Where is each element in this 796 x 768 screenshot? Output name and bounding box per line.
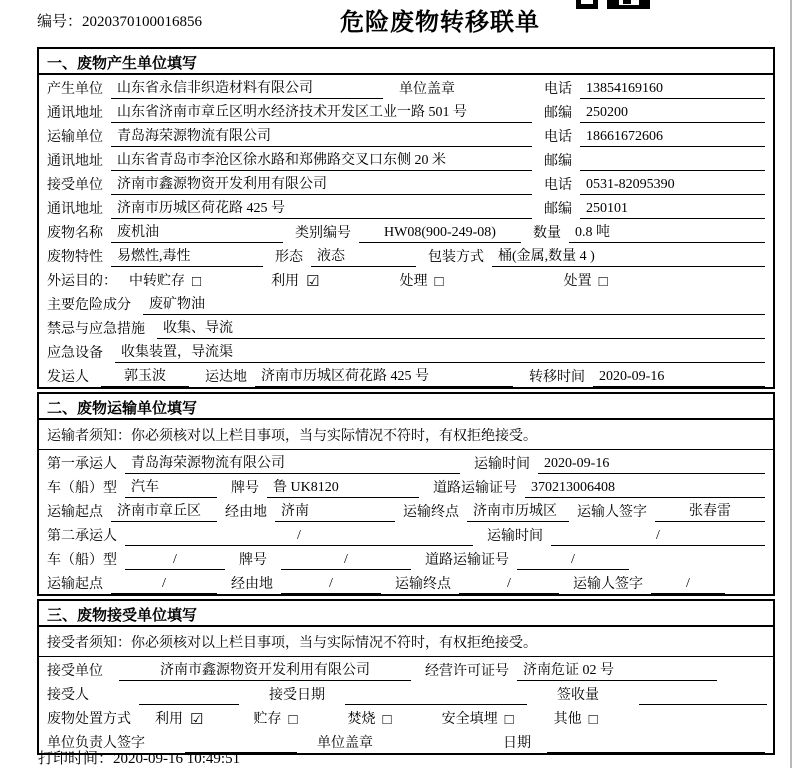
vehicle1-label: 车（船）型 [47, 481, 117, 496]
qr-code-icon [576, 0, 650, 10]
form-value: 液态 [311, 245, 416, 267]
addr3-label: 通讯地址 [47, 202, 103, 217]
disposal-option-use [155, 708, 203, 729]
transporter-value: 青岛海荣源物流有限公司 [111, 125, 532, 147]
quantity-label: 数量 [533, 226, 561, 241]
road1-value: 370213006408 [525, 480, 765, 498]
addr2-label: 通讯地址 [47, 154, 103, 169]
phone3-value: 0531-82095390 [580, 177, 765, 195]
purpose-option-transfer [129, 270, 201, 291]
origin2-value: / [111, 576, 217, 594]
zip3-value: 250101 [580, 201, 765, 219]
zip1-label: 邮编 [544, 106, 572, 121]
equipment-value: 收集装置，导流渠 [115, 341, 765, 363]
vehicle1-row [39, 474, 773, 498]
checkbox-checked-icon: ☑ [306, 274, 320, 290]
disposal-option-landfill [442, 708, 514, 729]
category-label: 类别编号 [295, 226, 351, 241]
carrier2-value: / [125, 528, 473, 546]
vehicle2-row [39, 546, 773, 570]
carrier2-row [39, 522, 773, 546]
zip3-label: 邮编 [544, 202, 572, 217]
addr3-value: 济南市历城区荷花路 425 号 [111, 197, 532, 219]
producer-address-row [39, 99, 773, 123]
checkbox-checked-icon: ☑ [190, 712, 204, 728]
license-value: 济南危证 02 号 [517, 659, 717, 681]
transfer-time-label: 转移时间 [529, 370, 585, 385]
via1-label: 经由地 [225, 505, 267, 520]
origin1-value: 济南市章丘区 [111, 500, 217, 522]
trait-label: 废物特性 [47, 250, 103, 265]
via2-label: 经由地 [231, 577, 273, 592]
checkbox-icon: □ [598, 274, 608, 290]
phone1-label: 电话 [544, 82, 572, 97]
accept-unit-value: 济南市鑫源物资开发利用有限公司 [119, 659, 411, 681]
end1-label: 运输终点 [403, 505, 459, 520]
recipient-value [139, 703, 239, 705]
addr1-value: 山东省济南市章丘区明水经济技术开发区工业一路 501 号 [111, 101, 532, 123]
trait-value: 易燃性,毒性 [111, 245, 263, 267]
plate2-label: 牌号 [239, 553, 267, 568]
section-transporter [37, 392, 775, 596]
form-label: 形态 [275, 250, 303, 265]
addr2-value: 山东省青岛市李沧区徐水路和郑佛路交叉口东侧 20 米 [111, 149, 532, 171]
waste-trait-row [39, 243, 773, 267]
equipment-row [39, 339, 773, 363]
section-producer [37, 47, 775, 389]
section3-title: 三、废物接受单位填写 [39, 601, 773, 627]
vehicle2-label: 车（船）型 [47, 553, 117, 568]
via2-value: / [281, 576, 381, 594]
waste-name-label: 废物名称 [47, 226, 103, 241]
carrier1-label: 第一承运人 [47, 457, 117, 472]
shipper-value: 郭玉波 [101, 365, 189, 387]
option-label: 利用 [155, 712, 183, 727]
checkbox-icon: □ [192, 274, 202, 290]
phone3-label: 电话 [544, 178, 572, 193]
sign2-label: 运输人签字 [573, 577, 643, 592]
time1-label: 运输时间 [474, 457, 530, 472]
sign2-value: / [651, 576, 725, 594]
receiver-address-row [39, 195, 773, 219]
road1-label: 道路运输证号 [433, 481, 517, 496]
packing-label: 包装方式 [428, 250, 484, 265]
carrier1-value: 青岛海荣源物流有限公司 [125, 452, 460, 474]
taboo-label: 禁忌与应急措施 [47, 322, 145, 337]
transporter-row [39, 123, 773, 147]
dest-label: 运达地 [205, 370, 247, 385]
producer-value: 山东省永信非织造材料有限公司 [111, 77, 383, 99]
route2-row [39, 570, 773, 594]
date-label: 日期 [503, 736, 531, 751]
sign1-value: 张春雷 [655, 500, 765, 522]
time2-label: 运输时间 [487, 529, 543, 544]
producer-label: 产生单位 [47, 82, 103, 97]
scan-artifact-line [790, 0, 792, 768]
recipient-label: 接受人 [47, 688, 89, 703]
route1-row [39, 498, 773, 522]
phone1-value: 13854169160 [580, 81, 765, 99]
addr1-label: 通讯地址 [47, 106, 103, 121]
recipient-row [39, 681, 773, 705]
sign-amount-value [639, 703, 767, 705]
document-header [0, 0, 796, 46]
checkbox-icon: □ [288, 712, 298, 728]
disposal-option-other [554, 708, 598, 729]
accept-unit-label: 接受单位 [47, 664, 103, 679]
print-time-value: 2020-09-16 10:49:51 [113, 751, 241, 767]
unit-seal-label: 单位盖章 [317, 736, 373, 751]
plate1-label: 牌号 [231, 481, 259, 496]
zip2-value [580, 169, 765, 171]
option-label: 贮存 [253, 712, 282, 727]
dest-value: 济南市历城区荷花路 425 号 [255, 365, 513, 387]
purpose-row [39, 267, 773, 291]
vehicle1-value: 汽车 [125, 476, 217, 498]
unit-seal-label: 单位盖章 [399, 82, 455, 97]
quantity-value: 0.8 吨 [569, 221, 765, 243]
receiver-value: 济南市鑫源物资开发利用有限公司 [111, 173, 532, 195]
checkbox-icon: □ [504, 712, 514, 728]
disposal-label: 废物处置方式 [47, 712, 131, 727]
waste-name-value: 废机油 [111, 221, 283, 243]
vehicle2-value: / [125, 552, 225, 570]
time1-value: 2020-09-16 [538, 456, 765, 474]
manager-sign-label: 单位负责人签字 [47, 736, 145, 751]
plate2-value: / [281, 552, 411, 570]
shipper-row [39, 363, 773, 387]
waste-name-row [39, 219, 773, 243]
zip1-value: 250200 [580, 105, 765, 123]
category-value: HW08(900-249-08) [359, 225, 521, 243]
checkbox-icon: □ [588, 712, 598, 728]
origin1-label: 运输起点 [47, 505, 103, 520]
option-label: 中转贮存 [129, 274, 185, 289]
transporter-label: 运输单位 [47, 130, 103, 145]
accept-unit-row [39, 657, 773, 681]
receiver-notice: 接受者须知：你必须核对以上栏目事项，当与实际情况不符时，有权拒绝接受。 [39, 627, 773, 657]
transporter-address-row [39, 147, 773, 171]
phone2-label: 电话 [544, 130, 572, 145]
accept-date-value [345, 703, 527, 705]
disposal-option-burn [348, 708, 392, 729]
packing-value: 桶(金属,数量 4 ) [492, 245, 765, 267]
date-value [547, 751, 765, 753]
zip2-label: 邮编 [544, 154, 572, 169]
taboo-value: 收集、导流 [157, 317, 765, 339]
taboo-row [39, 315, 773, 339]
transporter-notice: 运输者须知：你必须核对以上栏目事项，当与实际情况不符时，有权拒绝接受。 [39, 420, 773, 450]
document-number-value: 2020370100016856 [82, 14, 203, 30]
equipment-label: 应急设备 [47, 346, 103, 361]
via1-value: 济南 [275, 500, 395, 522]
section2-title: 二、废物运输单位填写 [39, 394, 773, 420]
transfer-time-value: 2020-09-16 [593, 369, 765, 387]
license-label: 经营许可证号 [425, 664, 509, 679]
carrier1-row [39, 450, 773, 474]
hazard-value: 废矿物油 [143, 293, 765, 315]
print-time [38, 747, 240, 768]
option-label: 其他 [553, 712, 582, 727]
road2-value: / [517, 552, 629, 570]
shipper-label: 发运人 [47, 370, 89, 385]
time2-value: / [551, 528, 765, 546]
option-label: 焚烧 [347, 712, 376, 727]
form-body [37, 47, 775, 758]
sign-amount-label: 签收量 [557, 688, 599, 703]
origin2-label: 运输起点 [47, 577, 103, 592]
road2-label: 道路运输证号 [425, 553, 509, 568]
end2-value: / [459, 576, 559, 594]
purpose-option-use [271, 270, 319, 291]
print-time-label: 打印时间： [38, 751, 114, 767]
option-label: 安全填埋 [441, 712, 498, 727]
option-label: 处置 [563, 274, 592, 289]
receiver-label: 接受单位 [47, 178, 103, 193]
plate1-value: 鲁 UK8120 [267, 476, 419, 498]
section1-title: 一、废物产生单位填写 [39, 49, 773, 75]
checkbox-icon: □ [382, 712, 392, 728]
carrier2-label: 第二承运人 [47, 529, 117, 544]
hazard-row [39, 291, 773, 315]
hazard-label: 主要危险成分 [47, 298, 131, 313]
purpose-option-treat [400, 270, 444, 291]
purpose-option-dispose [564, 270, 608, 291]
phone2-value: 18661672606 [580, 129, 765, 147]
option-label: 利用 [271, 274, 300, 289]
document-number-label: 编号： [37, 14, 83, 30]
section-receiver [37, 599, 775, 755]
receiver-row [39, 171, 773, 195]
disposal-row [39, 705, 773, 729]
purpose-label: 外运目的： [47, 274, 117, 289]
checkbox-icon: □ [434, 274, 444, 290]
option-label: 处理 [399, 274, 428, 289]
sign1-label: 运输人签字 [577, 505, 647, 520]
accept-date-label: 接受日期 [269, 688, 325, 703]
end2-label: 运输终点 [395, 577, 451, 592]
producer-row [39, 75, 773, 99]
end1-value: 济南市历城区 [467, 500, 569, 522]
disposal-option-store [253, 708, 297, 729]
page-title: 危险废物转移联单 [340, 9, 540, 36]
